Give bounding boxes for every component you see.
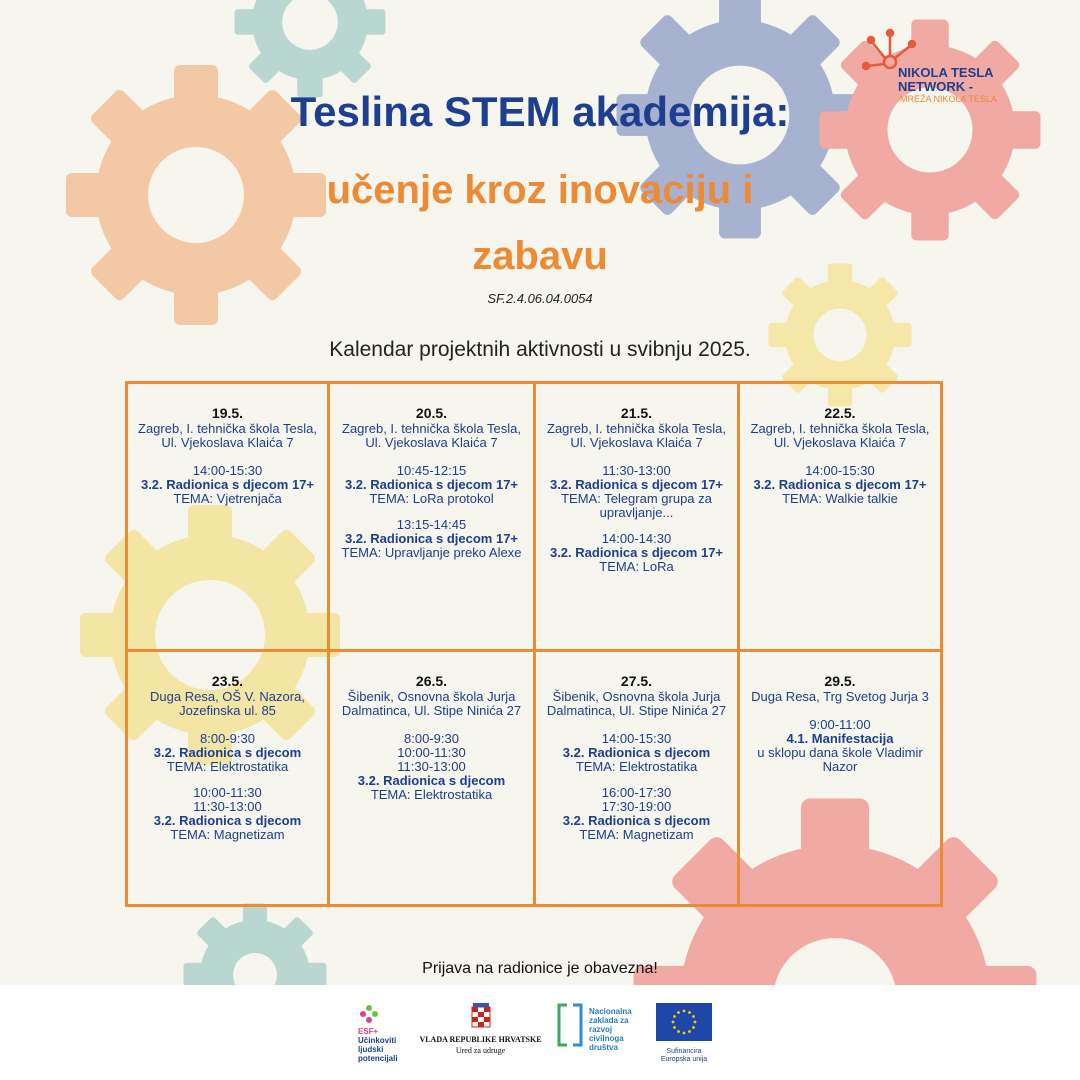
calendar-location: Duga Resa, OŠ V. Nazora, Jozefinska ul. 85: [150, 689, 305, 718]
session-time: 11:30-13:00: [397, 759, 466, 774]
session-activity: 3.2. Radionica s djecom: [153, 813, 302, 828]
calendar-cell: [533, 649, 740, 907]
sponsor-logo-bar: [0, 985, 1080, 1080]
esf-star-icon: [358, 1003, 380, 1025]
session-activity: 3.2. Radionica s djecom 17+: [549, 545, 724, 560]
session-activity: 3.2. Radionica s djecom 17+: [140, 477, 315, 492]
croatian-coat-of-arms-icon: [470, 1003, 492, 1031]
session-activity: 3.2. Radionica s djecom: [153, 745, 302, 760]
session-topic: TEMA: Upravljanje preko Alexe: [341, 545, 522, 560]
session-time: 10:00-11:30: [193, 785, 262, 800]
calendar-location: Zagreb, I. tehnička škola Tesla, Ul. Vjekoslava Klaića 7: [138, 421, 317, 450]
session-activity: 3.2. Radionica s djecom: [562, 745, 711, 760]
calendar-session: [544, 786, 729, 842]
calendar-grid: [125, 381, 943, 907]
session-time: 10:00-11:30: [397, 745, 466, 760]
calendar-date: 22.5.: [824, 405, 856, 421]
calendar-date: 29.5.: [824, 673, 856, 689]
gear-teal-top-icon: [235, 0, 386, 97]
session-time: 14:00-15:30: [805, 463, 875, 478]
calendar-session: [136, 732, 319, 774]
session-activity: 3.2. Radionica s djecom: [562, 813, 711, 828]
session-time: 8:00-9:30: [200, 731, 255, 746]
project-code: SF.2.4.06.04.0054: [487, 291, 593, 306]
eu-star: [692, 1015, 695, 1018]
session-time: 14:00-15:30: [601, 731, 672, 746]
calendar-session: [544, 464, 729, 520]
calendar-cell: [125, 649, 330, 907]
session-topic: TEMA: Telegram grupa za upravljanje...: [561, 491, 712, 520]
calendar-session: [338, 464, 525, 506]
calendar-date: 27.5.: [620, 673, 653, 689]
eu-logo: Sufinancira Europska unija: [652, 1003, 716, 1064]
session-time: 11:30-13:00: [602, 463, 671, 478]
session-time: 14:00-15:30: [192, 463, 263, 478]
nacionalna-zaklada-logo: Nacionalna zaklada za razvoj civilnoga društva: [555, 1003, 635, 1052]
calendar-cell: [737, 381, 943, 652]
session-activity: 3.2. Radionica s djecom 17+: [753, 477, 927, 492]
session-time: 14:00-14:30: [601, 531, 672, 546]
eu-star: [683, 1010, 686, 1013]
calendar-location: Zagreb, I. tehnička škola Tesla, Ul. Vjekoslava Klaića 7: [547, 421, 726, 450]
calendar-heading: Kalendar projektnih aktivnosti u svibnju 2025.: [329, 338, 751, 361]
calendar-session: [136, 786, 319, 842]
session-topic: TEMA: Magnetizam: [170, 827, 285, 842]
session-time: 11:30-13:00: [193, 799, 262, 814]
session-topic: TEMA: Walkie talkie: [782, 491, 898, 506]
calendar-location: Šibenik, Osnovna škola Jurja Dalmatinca, Ul. Stipe Ninića 27: [546, 689, 727, 718]
eu-flag-icon: [656, 1003, 712, 1041]
session-topic: TEMA: LoRa: [599, 559, 674, 574]
calendar-session: [544, 532, 729, 574]
session-topic: u sklopu dana škole Vladimir Nazor: [757, 745, 923, 774]
eu-star: [677, 1011, 680, 1014]
calendar-cell: [327, 649, 536, 907]
calendar-session: [544, 732, 729, 774]
session-topic: TEMA: Magnetizam: [579, 827, 694, 842]
eu-star: [672, 1021, 675, 1024]
brand-name: NIKOLA TESLA NETWORK -: [898, 65, 994, 94]
calendar-cell: [125, 381, 330, 652]
session-time: 16:00-17:30: [601, 785, 672, 800]
brand-subtitle: MREŽA NIKOLA TESLA: [900, 94, 997, 104]
session-topic: TEMA: Elektrostatika: [575, 759, 698, 774]
session-topic: TEMA: Elektrostatika: [370, 787, 493, 802]
calendar-cell: [327, 381, 536, 652]
vlada-logo: VLADA REPUBLIKE HRVATSKE Ured za udruge: [418, 1003, 543, 1055]
calendar-session: [338, 518, 525, 560]
calendar-session: [338, 732, 525, 802]
calendar-date: 20.5.: [415, 405, 448, 421]
page-title: Teslina STEM akademija:: [290, 88, 790, 135]
session-activity: 3.2. Radionica s djecom: [357, 773, 506, 788]
calendar-session: [748, 464, 932, 506]
calendar-location: Zagreb, I. tehnička škola Tesla, Ul. Vjekoslava Klaića 7: [750, 421, 930, 450]
registration-note: Prijava na radionice je obavezna!: [422, 960, 658, 977]
session-time: 17:30-19:00: [601, 799, 672, 814]
calendar-session: [748, 718, 932, 774]
page-subtitle-orange: učenje kroz inovaciju i zabavu: [326, 168, 754, 278]
calendar-date: 23.5.: [211, 673, 244, 689]
eu-star: [683, 1032, 686, 1035]
eu-star: [688, 1030, 691, 1033]
calendar-cell: [533, 381, 740, 652]
calendar-location: Zagreb, I. tehnička škola Tesla, Ul. Vjekoslava Klaića 7: [342, 421, 521, 450]
calendar-date: 21.5.: [620, 405, 653, 421]
eu-star: [673, 1015, 676, 1018]
session-time: 13:15-14:45: [396, 517, 467, 532]
session-time: 8:00-9:30: [404, 731, 459, 746]
calendar-date: 26.5.: [415, 673, 448, 689]
session-activity: 4.1. Manifestacija: [786, 731, 894, 746]
calendar-session: [136, 464, 319, 506]
session-time: 10:45-12:15: [396, 463, 467, 478]
eu-star: [688, 1011, 691, 1014]
session-topic: TEMA: Elektrostatika: [166, 759, 289, 774]
calendar-location: Šibenik, Osnovna škola Jurja Dalmatinca, Ul. Stipe Ninića 27: [341, 689, 522, 718]
esf-logo: ESF+ Učinkoviti ljudski potencijali: [358, 1003, 418, 1063]
session-activity: 3.2. Radionica s djecom 17+: [344, 531, 519, 546]
calendar-location: Duga Resa, Trg Svetog Jurja 3: [751, 689, 929, 704]
eu-star: [692, 1026, 695, 1029]
calendar-cell: [737, 649, 943, 907]
session-activity: 3.2. Radionica s djecom 17+: [344, 477, 519, 492]
session-topic: TEMA: Vjetrenjača: [173, 491, 282, 506]
session-activity: 3.2. Radionica s djecom 17+: [549, 477, 724, 492]
eu-star: [694, 1021, 697, 1024]
session-topic: TEMA: LoRa protokol: [369, 491, 494, 506]
session-time: 9:00-11:00: [809, 717, 871, 732]
eu-star: [677, 1030, 680, 1033]
calendar-date: 19.5.: [211, 405, 244, 421]
bracket-icon: [555, 1003, 585, 1047]
eu-star: [673, 1026, 676, 1029]
